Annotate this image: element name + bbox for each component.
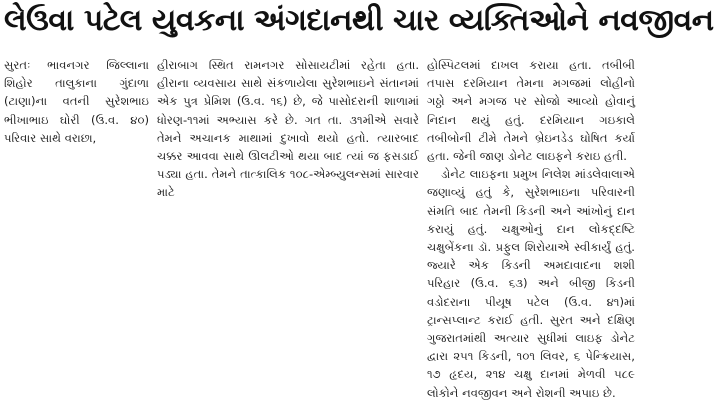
article-column-2 bbox=[157, 56, 419, 202]
article-paragraph: હોસ્પિટલમાં દાખલ કરાયા હતા. તબીબી તપાસ દરમિયાન તેમના મગજમાં લોહીનો ગઠ્ઠો અને મગજ પર સોજો આવ્યો હોવાનું નિદાન થયું હતું. દરમિયાન ગઇકાલે તબીબોની ટીમે તેમને બ્રેઇનડેડ ઘોષિત કર્યા હતા. જેની જાણ ડોનેટ લાઇફને કરાઇ હતી. bbox=[427, 58, 635, 164]
article-paragraph: ડોનેટ લાઇફના પ્રમુખ નિલેશ માંડલેવાલાએ જણાવ્યું હતું કે, સુરેશભાઇના પરિવારની સંમતિ બાદ તેમની કિડની અને આંખોનું દાન કરાયું હતું. ચક્ષુઓનું દાન લોકદ્દષ્ટિ ચક્ષુબેંકના ડૉ. પ્રફુલ શિરોયાએ સ્વીકાર્યું હતું. જ્યારે એક કિડની અમદાવાદના શશી પરિહાર (ઉ.વ. ૬૩) અને બીજી કિડની વડોદરાના પીયૂષ પટેલ (ઉ.વ. ૪૧)માં ટ્રાન્સપ્લાન્ટ કરાઈ હતી. સુરત અને દક્ષિણ ગુજરાતમાંથી અત્યાર સુધીમાં લાઇફ ડોનેટ દ્વારા ૨૫૧ કિડની, ૧૦૧ લિવર, ૬ પેન્ક્રિયાસ, ૧૭ હૃદય, ૨૧૪ ચક્ષુ દાનમાં મેળવી ૫૮૯ લોકોને નવજીવન અને રોશની અપાઇ છે. bbox=[427, 167, 635, 400]
article-paragraph: સુરતઃ ભાવનગર જિલ્લાના શિહોર તાલુકાના ગુંદાળા (ટાણા)ના વતની સુરેશભાઇ ભીખાભાઇ ઘોરી (ઉ.વ. ૪૦) પરિવાર સાથે વરાછા, bbox=[4, 58, 149, 145]
headline: લેઉવા પટેલ યુવકના અંગદાનથી ચાર વ્યક્તિઓને નવજીવન bbox=[4, 3, 714, 38]
article-paragraph: હીરાબાગ સ્થિત રામનગર સોસાયટીમાં રહેતા હતા. હીરાના વ્યવસાય સાથે સંકળાયેલા સુરેશભાઇને સંતાનમાં એક પુત્ર પ્રેમિશ (ઉ.વ. ૧૬) છે, જે પાસોદરાની શાળામાં ધોરણ-૧૧માં અભ્યાસ કરે છે. ગત તા. ૩૧મીએ સવારે તેમને અચાનક માથામાં દુખાવો થયો હતો. ત્યારબાદ ચક્કર આવવા સાથે ઊલટીઓ થયા બાદ ત્યાં જ ફસડાઈ પડ્યા હતા. તેમને તાત્કાલિક ૧૦૮-એમ્બ્યુલન્સમાં સારવાર માટે bbox=[157, 58, 419, 200]
article-column-1 bbox=[4, 56, 149, 147]
article-column-3 bbox=[427, 56, 635, 412]
